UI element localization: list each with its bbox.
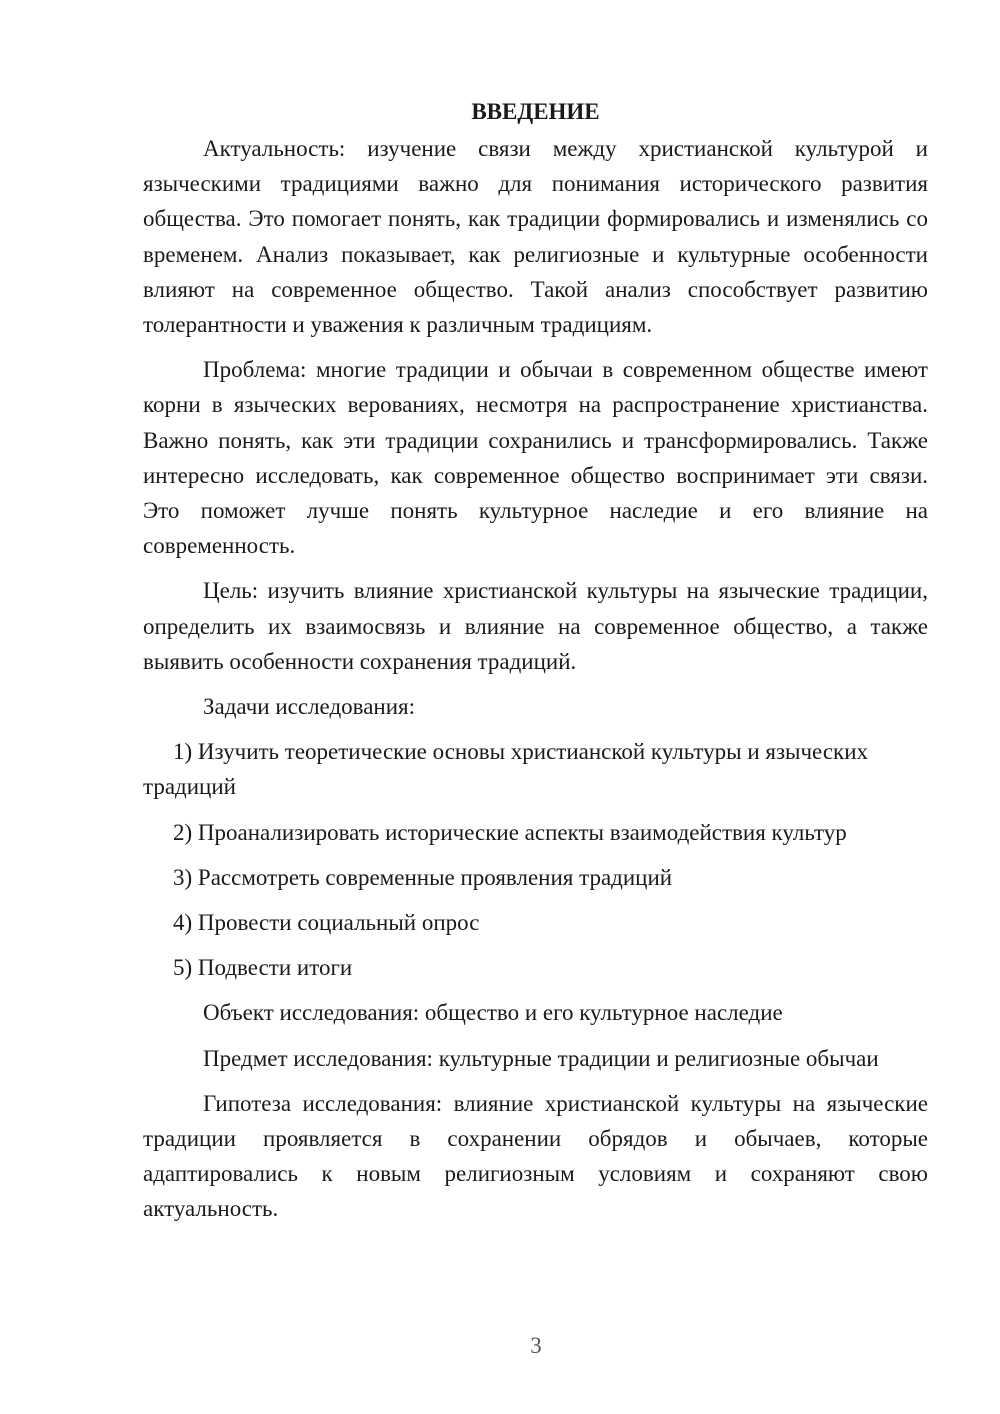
task-item-5: 5) Подвести итоги [173,955,353,981]
page-number: 3 [530,1333,542,1358]
page-content [143,94,928,1237]
paragraph-subject: Предмет исследования: культурные традиции и религиозные обычаи [203,1045,879,1071]
task-item-1: 1) Изучить теоретические основы христианской культуры и языческих традиций [143,739,869,800]
task-item-2: 2) Проанализировать исторические аспекты взаимодействия культур [173,819,847,845]
paragraph-goal: Цель: изучить влияние христианской культуры на языческие традиции, определить их взаимосвязь и влияние на современное общество, а также выявить особенности сохранения традиций. [143,578,928,674]
paragraph-relevance: Актуальность: изучение связи между христианской культурой и языческими традициями важно для понимания исторического развития общества. Это помогает понять, как традиции формировались и изменялись со временем. Анализ показывает, как религиозные и культурные особенности влияют на современное общество. Такой анализ способствует развитию толерантности и уважения к различным традициям. [143,136,928,338]
task-item-3: 3) Рассмотреть современные проявления традиций [173,864,673,890]
task-item-4: 4) Провести социальный опрос [173,910,480,936]
tasks-heading: Задачи исследования: [203,694,416,720]
paragraph-object: Объект исследования: общество и его культурное наследие [203,1000,783,1026]
paragraph-problem: Проблема: многие традиции и обычаи в современном обществе имеют корни в языческих верованиях, несмотря на распространение христианства. Важно понять, как эти традиции сохранились и трансформировались. Также интересно исследовать, как современное общество воспринимает эти связи. Это поможет лучше понять культурное наследие и его влияние на современность. [143,357,928,559]
section-title: ВВЕДЕНИЕ [471,99,600,124]
paragraph-hypothesis: Гипотеза исследования: влияние христианской культуры на языческие традиции проявляется в сохранении обрядов и обычаев, которые адаптировались к новым религиозным условиям и сохраняют свою актуальность. [143,1090,928,1222]
